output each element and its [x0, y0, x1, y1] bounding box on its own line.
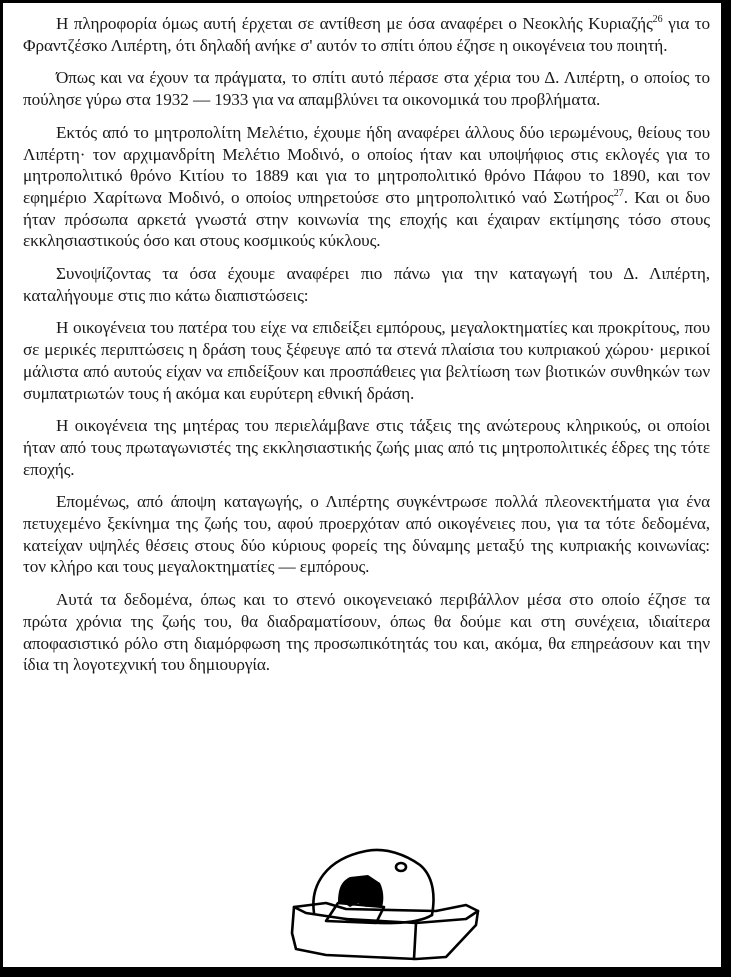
oven-door-opening	[338, 875, 383, 907]
footnote-ref-27: 27	[613, 187, 624, 199]
paragraph-7	[23, 491, 710, 578]
paragraph-text: Η οικογένεια του πατέρα του είχε να επιδείξει εμπόρους, μεγαλοκτηματίες και προκρίτους, που σε μερικές περιπτώσεις η δράση τους ξέφευγε από τα στενά πλαίσια του κυπριακού χώρου· μερικοί μάλιστα από αυτούς είχαν να επιδείξουν και προσπάθειες για βελτίωση των βιοτικών συνθηκών των συμπατριωτών τους ή ακόμα και ευρύτερη εθνική δράση.	[23, 318, 710, 403]
paragraph-5	[23, 317, 710, 404]
footnote-ref-26: 26	[652, 14, 663, 25]
paragraph-text: . Και οι δυο ήταν πρόσωπα αρκετά γνωστά στην κοινωνία της εποχής και έχαιραν εκτίμησης τόσο στους εκκλησιαστικούς όσο και στους κοσμικούς κύκλους.	[23, 187, 710, 251]
paragraph-1	[23, 13, 710, 56]
paragraph-text: Όπως και να έχουν τα πράγματα, το σπίτι αυτό πέρασε στα χέρια του Δ. Λιπέρτη, ο οποίος το πούλησε γύρω στα 1932 — 1933 για να απαμβλύνει τα οικονομικά του προβλήματα.	[23, 68, 710, 110]
paragraph-text: Επομένως, από άποψη καταγωγής, ο Λιπέρτης συγκέντρωσε πολλά πλεονεκτήματα για ένα πετυχεμένο ξεκίνημα της ζωής του, αφού προερχόταν από οικογένειες που, για τα τότε δεδομένα, κατείχαν υψηλές θέσεις στους δύο κύριους φορείς της δύναμης μεταξύ της κυπριακής κοινωνίας: τον κλήρο και τους μεγαλοκτηματίες — εμπόρους.	[23, 492, 710, 577]
oven-base-front-edge	[414, 923, 416, 959]
paragraph-6	[23, 415, 710, 480]
paragraph-text: Συνοψίζοντας τα όσα έχουμε αναφέρει πιο πάνω για την καταγωγή του Δ. Λιπέρτη, καταλήγουμε στις πιο κάτω διαπιστώσεις:	[23, 264, 710, 305]
paragraph-4	[23, 263, 710, 306]
body-text	[23, 13, 710, 676]
paragraph-text: Εκτός από το μητροπολίτη Μελέτιο, έχουμε ήδη αναφέρει άλλους δύο ιερωμένους, θείους του Λιπέρτη· τον αρχιμανδρίτη Μελέτιο Μοδινό, ο οποίος ήταν και υποψήφιος στις εκλογές για το μητροπολιτικό θρόνο Κιτίου το 1889 και για το μητροπολιτικό θρόνο Πάφου το 1890, και τον εφημέριο Χαρίτωνα Μοδινό, ο οποίος υπηρετούσε στο μητροπολιτικό ναό Σωτήρος	[23, 122, 710, 207]
oven-base	[292, 903, 478, 959]
dome-oven-illustration	[286, 845, 482, 963]
paragraph-3	[23, 122, 710, 252]
paragraph-text: Η οικογένεια της μητέρας του περιελάμβανε στις τάξεις της ανώτερους κληρικούς, οι οποίοι ήταν από τους πρωταγωνιστές της εκκλησιαστικής ζωής μιας από τις μητροπολιτικές έδρες της τότε εποχής.	[23, 416, 710, 479]
document-page	[3, 3, 721, 967]
paragraph-text: Η πληροφορία όμως αυτή έρχεται σε αντίθεση με όσα αναφέρει ο Νεοκλής Κυριαζής	[56, 14, 653, 33]
paragraph-8	[23, 589, 710, 676]
paragraph-text: για το Φραντζέσκο Λιπέρτη, ότι δηλαδή ανήκε σ' αυτόν το σπίτι όπου έζησε η οικογένεια του ποιητή.	[23, 14, 710, 55]
paragraph-text: Αυτά τα δεδομένα, όπως και το στενό οικογενειακό περιβάλλον μέσα στο οποίο έζησε τα πρώτα χρόνια της ζωής του, θα διαδραματίσουν, όπως θα δούμε και στη συνέχεια, ιδιαίτερα αποφασιστικό ρόλο στη διαμόρφωση της προσωπικότητάς του και, ακόμα, θα επηρεάσουν και την ίδια τη λογοτεχνική του δημιουργία.	[23, 590, 710, 675]
paragraph-2	[23, 67, 710, 110]
oven-vent	[396, 863, 406, 871]
